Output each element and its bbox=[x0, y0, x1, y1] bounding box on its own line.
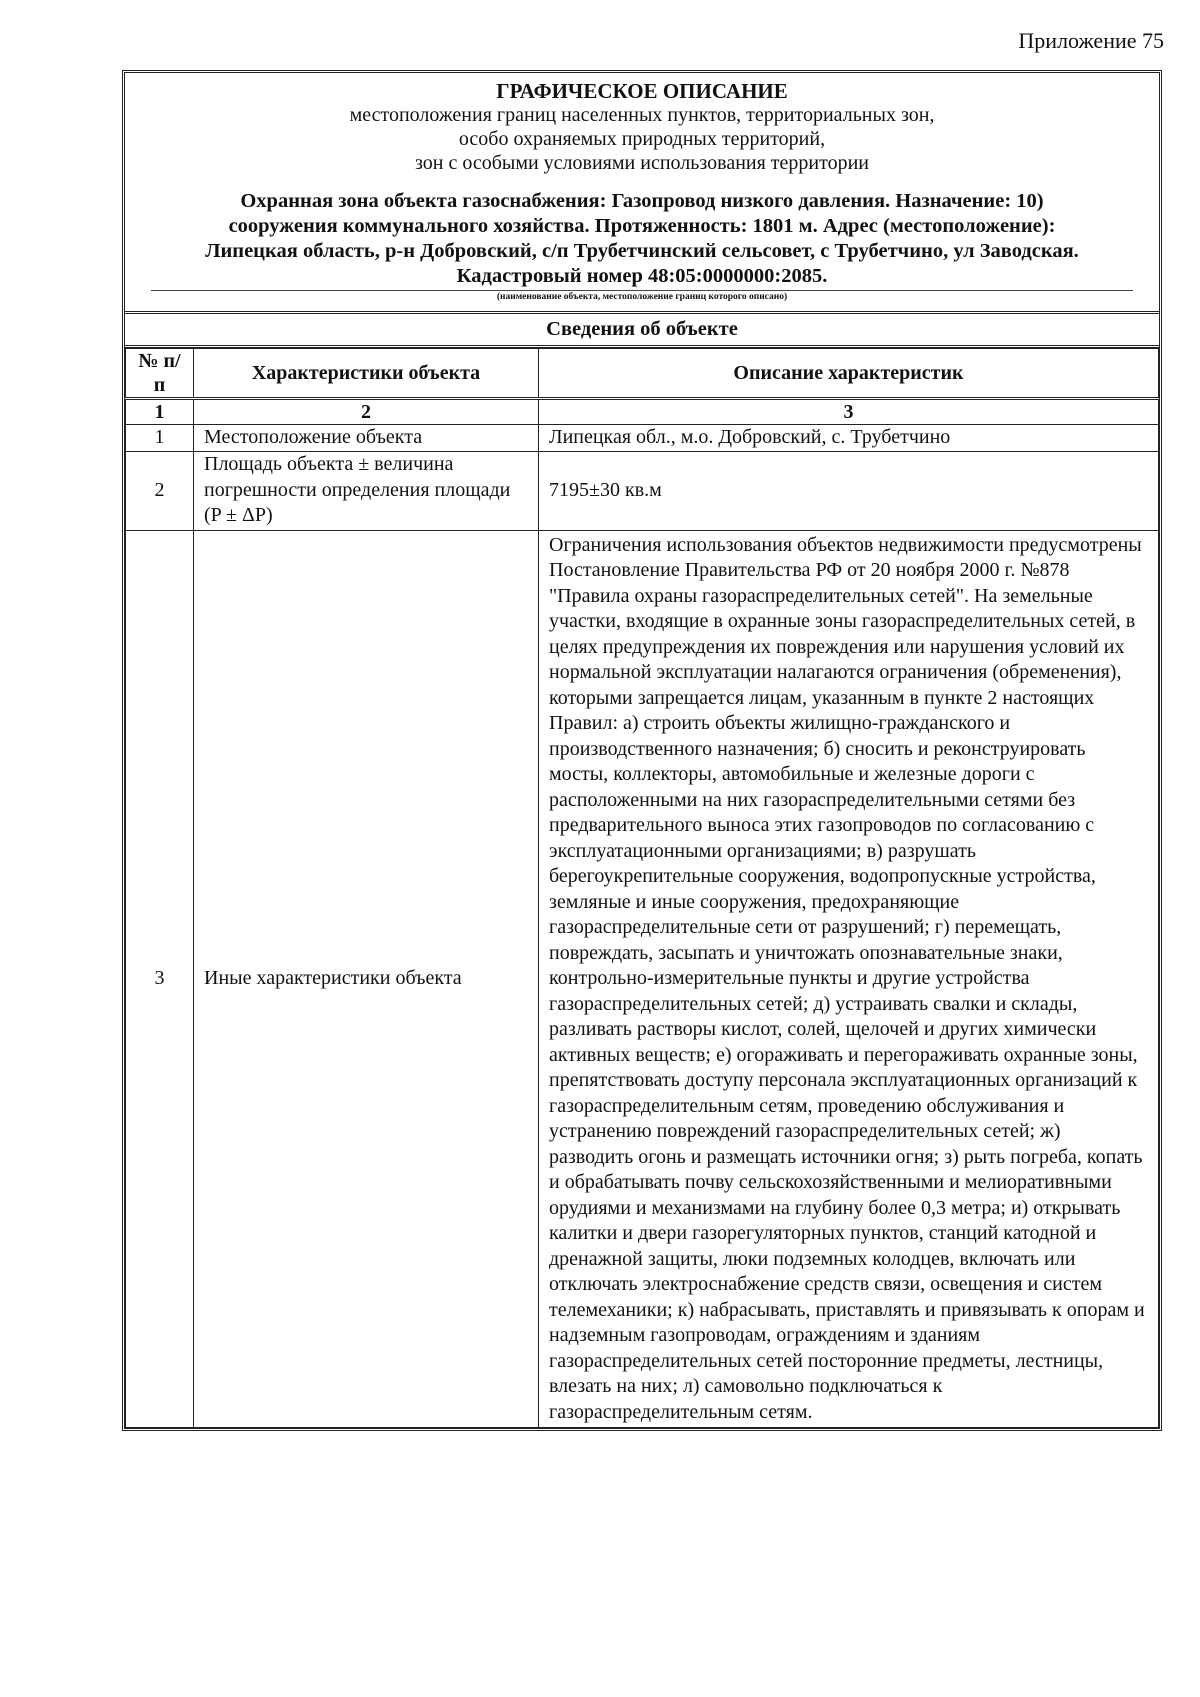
object-line: сооружения коммунального хозяйства. Протяженность: 1801 м. Адрес (местоположение): bbox=[228, 215, 1056, 237]
subtitle-line: местоположения границ населенных пунктов, территориальных зон, bbox=[349, 104, 935, 126]
appendix-label: Приложение 75 bbox=[1018, 28, 1164, 53]
row-description: Ограничения использования объектов недвижимости предусмотрены Постановление Правительства РФ от 20 ноября 2000 г. №878 "Правила охраны газораспределительных сетей". На земельные участки, входящие в охранные зоны газораспределительных сетей, в целях предупреждения их повреждения или нарушения условий их нормальной эксплуатации налагаются ограничения (обременения), которыми запрещается лицам, указанным в пункте 2 настоящих Правил: а) строить объекты жилищно-гражданского и производственного назначения; б) сносить и реконструировать мосты, коллекторы, автомобильные и железные дороги с расположенными на них газораспределительными сетями без предварительного выноса этих газопроводов по согласованию с эксплуатационными организациями; в) разрушать берегоукрепительные сооружения, водопропускные устройства, земляные и иные сооружения, предохраняющие газораспределительные сети от разрушений; г) перемещать, повреждать, засыпать и уничтожать опознавательные знаки, контрольно-измерительные пункты и другие устройства газораспределительных сетей; д) устраивать свалки и склады, разливать растворы кислот, солей, щелочей и других химически активных веществ; е) огораживать и перегораживать охранные зоны, препятствовать доступу персонала эксплуатационных организаций к газораспределительным сетям, проведению обслуживания и устранению повреждений газораспределительных сетей; ж) разводить огонь и размещать источники огня; з) рыть погреба, копать и обрабатывать почву сельскохозяйственными и мелиоративными орудиями и механизмами на глубину более 0,3 метра; и) открывать калитки и двери газорегуляторных пунктов, станций катодной и дренажной защиты, люки подземных колодцев, включать или отключать электроснабжение средств связи, освещения и систем телемеханики; к) набрасывать, приставлять и привязывать к опорам и надземным газопроводам, ограждениям и зданиям газораспределительных сетей посторонние предметы, лестницы, влезать на них; л) самовольно подключаться к газораспределительным сетям. bbox=[539, 530, 1159, 1428]
object-description bbox=[151, 189, 1133, 289]
table-row bbox=[126, 451, 1159, 530]
col-header-number: № п/п bbox=[126, 349, 194, 399]
document-header bbox=[125, 73, 1159, 314]
subtitle-line: особо охраняемых природных территорий, bbox=[458, 128, 826, 150]
object-line: Кадастровый номер 48:05:0000000:2085. bbox=[456, 265, 828, 287]
section-title: Сведения об объекте bbox=[125, 314, 1159, 348]
row-characteristic: Площадь объекта ± величина погрешности определения площади (P ± ΔP) bbox=[194, 451, 539, 530]
document-title: ГРАФИЧЕСКОЕ ОПИСАНИЕ bbox=[496, 79, 788, 103]
col-number: 1 bbox=[126, 399, 194, 425]
row-characteristic: Местоположение объекта bbox=[194, 425, 539, 452]
object-caption: (наименование объекта, местоположение границ которого описано) bbox=[496, 292, 788, 302]
row-number: 2 bbox=[126, 451, 194, 530]
col-number: 2 bbox=[194, 399, 539, 425]
col-number: 3 bbox=[539, 399, 1159, 425]
row-number: 3 bbox=[126, 530, 194, 1428]
subtitle-line: зон с особыми условиями использования территории bbox=[414, 152, 870, 174]
table-row bbox=[126, 530, 1159, 1428]
row-description: 7195±30 кв.м bbox=[539, 451, 1159, 530]
table-row bbox=[126, 425, 1159, 452]
col-header-description: Описание характеристик bbox=[539, 349, 1159, 399]
row-description: Липецкая обл., м.о. Добровский, с. Трубетчино bbox=[539, 425, 1159, 452]
document-frame bbox=[122, 70, 1162, 1431]
row-number: 1 bbox=[126, 425, 194, 452]
object-info-table bbox=[125, 348, 1159, 1428]
row-characteristic: Иные характеристики объекта bbox=[194, 530, 539, 1428]
object-line: Липецкая область, р-н Добровский, с/п Трубетчинский сельсовет, с Трубетчино, ул Заводская. bbox=[205, 240, 1079, 262]
object-line: Охранная зона объекта газоснабжения: Газопровод низкого давления. Назначение: 10) bbox=[240, 190, 1044, 212]
col-header-characteristic: Характеристики объекта bbox=[194, 349, 539, 399]
table-header-row bbox=[126, 349, 1159, 399]
table-column-numbers-row bbox=[126, 399, 1159, 425]
